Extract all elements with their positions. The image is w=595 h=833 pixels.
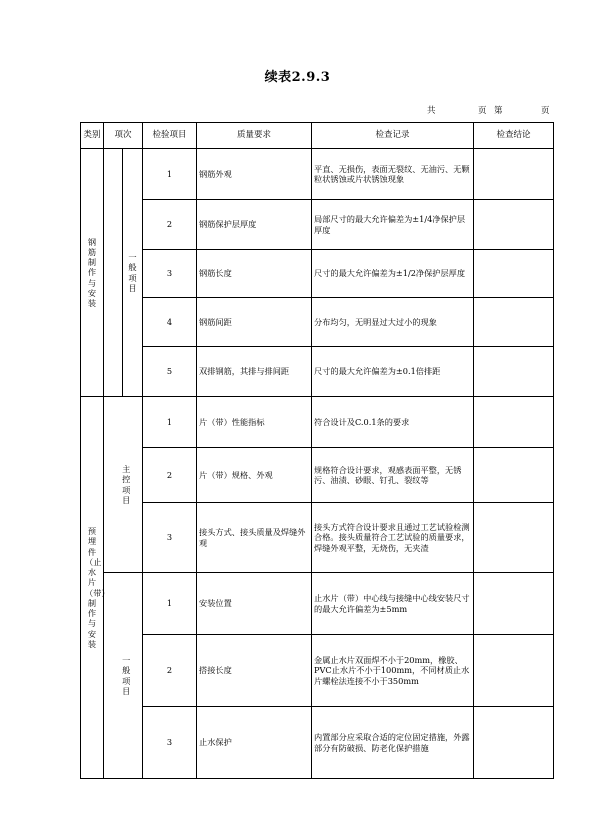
table-row bbox=[81, 707, 554, 779]
quality-req-cell: 接头方式符合设计要求且通过工艺试验检测合格。接头质量符合工艺试验的质量要求，焊缝外观平整，无烧伤，无夹渣 bbox=[312, 503, 474, 573]
table-row bbox=[81, 200, 554, 250]
subgroup-type-cell: 一般项目 bbox=[123, 149, 143, 397]
quality-req-cell: 尺寸的最大允许偏差为±0.1倍排距 bbox=[312, 347, 474, 397]
inspection-table bbox=[80, 122, 554, 779]
row-number: 3 bbox=[143, 250, 197, 298]
check-item-cell: 钢筋外观 bbox=[197, 149, 312, 200]
quality-req-cell: 分布均匀，无明显过大过小的现象 bbox=[312, 298, 474, 347]
table-row bbox=[81, 298, 554, 347]
row-number: 1 bbox=[143, 573, 197, 635]
table-row bbox=[81, 250, 554, 298]
check-item-cell: 钢筋保护层厚度 bbox=[197, 200, 312, 250]
record-cell[interactable] bbox=[474, 250, 554, 298]
check-item-cell: 止水保护 bbox=[197, 707, 312, 779]
table-row bbox=[81, 149, 554, 200]
record-cell[interactable] bbox=[474, 707, 554, 779]
quality-req-cell: 规格符合设计要求，观感表面平整，无锈污、油渍、砂眼、钉孔、裂纹等 bbox=[312, 448, 474, 503]
header-conclusion: 检查结论 bbox=[474, 123, 554, 149]
page-title: 续表2.9.3 bbox=[264, 70, 331, 85]
header-check-item: 检验项目 bbox=[143, 123, 197, 149]
record-cell[interactable] bbox=[474, 448, 554, 503]
row-number: 2 bbox=[143, 448, 197, 503]
header-record: 检查记录 bbox=[312, 123, 474, 149]
category-cell: 钢筋制作与安装 bbox=[81, 149, 104, 397]
page-unit-label: 页 bbox=[478, 106, 487, 116]
row-number: 3 bbox=[143, 503, 197, 573]
row-number: 2 bbox=[143, 200, 197, 250]
quality-req-cell: 内置部分应采取合适的定位固定措施，外露部分有防破损、防老化保护措施 bbox=[312, 707, 474, 779]
record-cell[interactable] bbox=[474, 347, 554, 397]
subgroup-type-cell: 一般项目 bbox=[123, 573, 143, 779]
row-number: 1 bbox=[143, 149, 197, 200]
header-quality-req: 质量要求 bbox=[197, 123, 312, 149]
table-row bbox=[81, 347, 554, 397]
quality-req-cell: 符合设计及C.0.1条的要求 bbox=[312, 397, 474, 448]
check-item-cell: 钢筋间距 bbox=[197, 298, 312, 347]
table-row bbox=[81, 573, 554, 635]
record-cell[interactable] bbox=[474, 397, 554, 448]
table-row bbox=[81, 397, 554, 448]
row-number: 3 bbox=[143, 707, 197, 779]
subgroup-type-cell bbox=[104, 397, 123, 573]
record-cell[interactable] bbox=[474, 635, 554, 707]
record-cell[interactable] bbox=[474, 503, 554, 573]
record-cell[interactable] bbox=[474, 573, 554, 635]
row-number: 5 bbox=[143, 347, 197, 397]
row-number: 1 bbox=[143, 397, 197, 448]
table-row bbox=[81, 503, 554, 573]
subgroup-type-cell: 主控项目 bbox=[123, 397, 143, 573]
check-item-cell: 片（带）规格、外观 bbox=[197, 448, 312, 503]
table-row bbox=[81, 635, 554, 707]
check-item-cell: 双排钢筋，其排与排间距 bbox=[197, 347, 312, 397]
quality-req-cell: 局部尺寸的最大允许偏差为±1/4净保护层厚度 bbox=[312, 200, 474, 250]
quality-req-cell: 尺寸的最大允许偏差为±1/2净保护层厚度 bbox=[312, 250, 474, 298]
check-item-cell: 片（带）性能指标 bbox=[197, 397, 312, 448]
check-item-cell: 接头方式、接头质量及焊缝外观 bbox=[197, 503, 312, 573]
record-cell[interactable] bbox=[474, 200, 554, 250]
category-cell: 预埋件（止水片（带）制作与安装 bbox=[81, 397, 104, 779]
record-cell[interactable] bbox=[474, 149, 554, 200]
check-item-cell: 安装位置 bbox=[197, 573, 312, 635]
quality-req-cell: 止水片（带）中心线与接缝中心线安装尺寸的最大允许偏差为±5mm bbox=[312, 573, 474, 635]
record-cell[interactable] bbox=[474, 298, 554, 347]
header-item-order: 项次 bbox=[104, 123, 143, 149]
check-item-cell: 搭接长度 bbox=[197, 635, 312, 707]
row-number: 4 bbox=[143, 298, 197, 347]
page-total-label: 共 bbox=[427, 106, 436, 116]
header-row bbox=[81, 123, 554, 149]
check-item-cell: 钢筋长度 bbox=[197, 250, 312, 298]
quality-req-cell: 平直、无损伤，表面无裂纹、无油污、无颗粒状锈蚀或片状锈蚀现象 bbox=[312, 149, 474, 200]
page-unit2-label: 页 bbox=[541, 106, 550, 116]
quality-req-cell: 金属止水片双面焊不小于20mm，橡胶、PVC止水片不小于100mm，不同材质止水片螺栓法连接不小于350mm bbox=[312, 635, 474, 707]
header-category: 类别 bbox=[81, 123, 104, 149]
page-nth-label: 第 bbox=[494, 106, 503, 116]
table-row bbox=[81, 448, 554, 503]
row-number: 2 bbox=[143, 635, 197, 707]
